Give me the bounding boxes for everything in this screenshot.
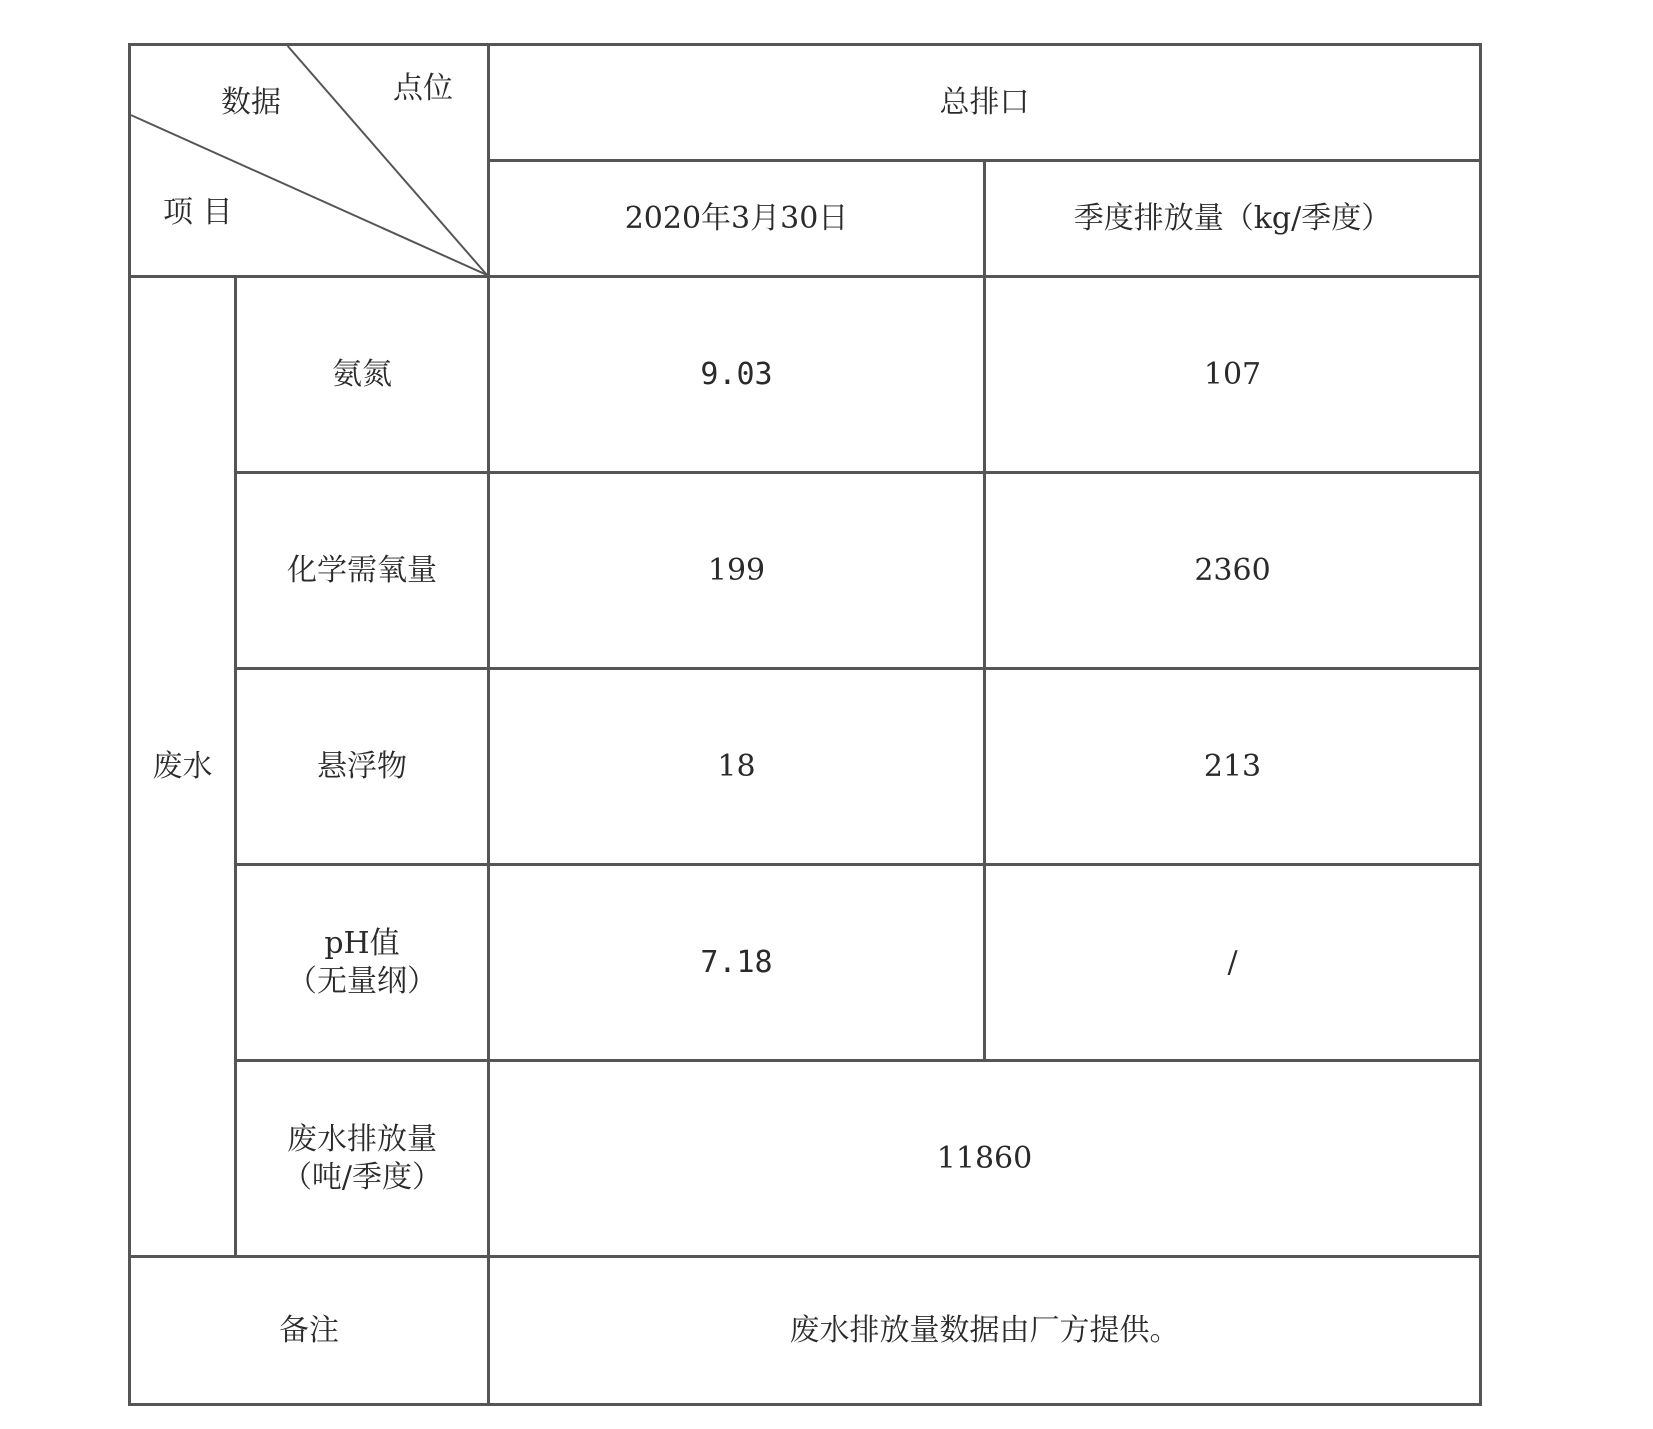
remark-text: 废水排放量数据由厂方提供。 xyxy=(489,1257,1481,1405)
discharge-name-unit: （吨/季度） xyxy=(281,1159,443,1195)
row-name-unit: （无量纲） xyxy=(287,963,437,999)
row-quarterly-value: 2360 xyxy=(985,473,1481,669)
discharge-value: 11860 xyxy=(489,1061,1481,1257)
corner-label-point: 点位 xyxy=(393,71,453,106)
row-quarterly-value: / xyxy=(985,865,1481,1061)
remark-row xyxy=(130,1257,1481,1405)
report-table xyxy=(128,43,1482,1406)
group-label-wastewater: 废水 xyxy=(130,277,236,1257)
row-name-cell xyxy=(236,865,489,1061)
remark-label: 备注 xyxy=(130,1257,489,1405)
date-column-header: 2020年3月30日 xyxy=(489,161,985,277)
quarterly-column-header: 季度排放量（kg/季度） xyxy=(985,161,1481,277)
row-date-value: 199 xyxy=(489,473,985,669)
row-quarterly-value: 213 xyxy=(985,669,1481,865)
row-name: 化学需氧量 xyxy=(236,473,489,669)
row-date-value: 9.03 xyxy=(489,277,985,473)
row-name: 氨氮 xyxy=(236,277,489,473)
discharge-name: 废水排放量 xyxy=(287,1122,437,1157)
table-row xyxy=(130,1061,1481,1257)
row-name: pH值 xyxy=(324,926,400,961)
table-row xyxy=(130,277,1481,473)
row-name: 悬浮物 xyxy=(236,669,489,865)
table-row xyxy=(130,669,1481,865)
corner-label-data: 数据 xyxy=(221,85,281,120)
row-date-value: 7.18 xyxy=(489,865,985,1061)
row-quarterly-value: 107 xyxy=(985,277,1481,473)
corner-header-cell xyxy=(130,45,489,277)
table-row xyxy=(130,865,1481,1061)
outlet-header: 总排口 xyxy=(489,45,1481,161)
row-date-value: 18 xyxy=(489,669,985,865)
corner-label-item: 项 目 xyxy=(163,195,233,230)
discharge-name-cell xyxy=(236,1061,489,1257)
table-row xyxy=(130,473,1481,669)
